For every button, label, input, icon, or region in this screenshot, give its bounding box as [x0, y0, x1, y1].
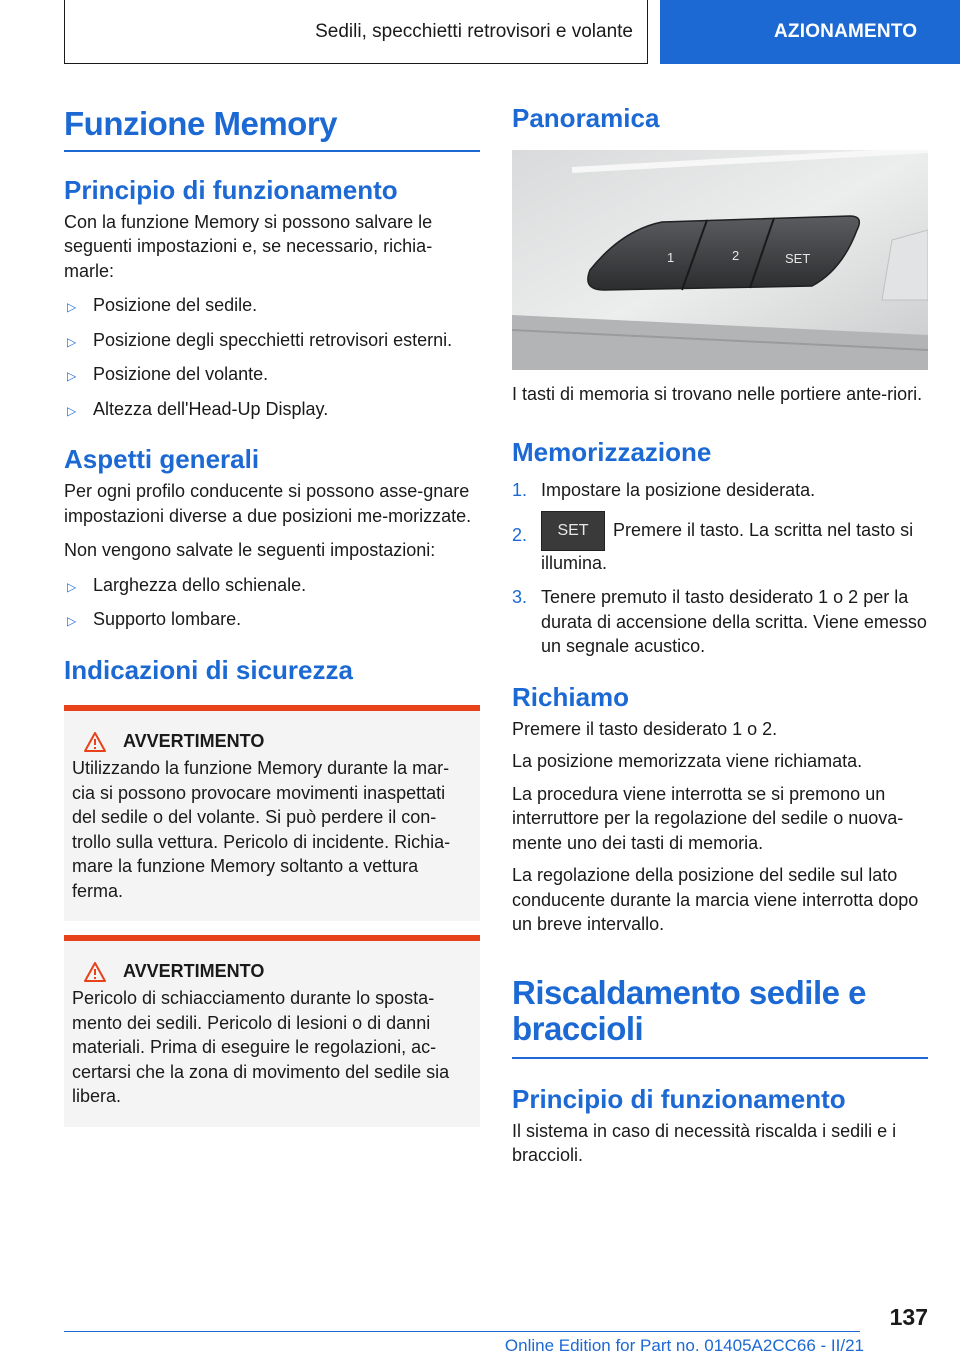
recall-heading: Richiamo: [512, 681, 630, 712]
memory-button-2-label: 2: [732, 247, 740, 263]
recall-text-4: La regolazione della posizione del sedile sul lato conducente durante la marcia viene interrotta dopo un breve intervallo.: [512, 865, 919, 935]
safety-heading: Indicazioni di sicurezza: [64, 654, 353, 685]
step-item: 1. Impostare la posizione desiderata.: [512, 480, 816, 501]
warning-text: Utilizzando la funzione Memory durante la mar-cia si possono provocare movimenti inaspettati del sedile o del volante. Si può perdere il con-trollo sulla vettura. Pericolo di incidente. Richia-mare la funzione Memory soltanto a vettura ferma.: [72, 758, 451, 901]
triangle-right-icon: ▷: [67, 334, 77, 349]
triangle-right-icon: ▷: [67, 369, 77, 384]
general-heading: Aspetti generali: [64, 444, 260, 475]
triangle-right-icon: ▷: [67, 300, 77, 315]
heating-title: Riscaldamento sedile e braccioli: [512, 973, 866, 1047]
footer-rule: [64, 1331, 860, 1332]
triangle-right-icon: ▷: [67, 403, 77, 418]
warning-triangle-icon: [84, 732, 106, 752]
step-item: 3. Tenere premuto il tasto desiderato 1 o 2 per la durata di accensione della scritta. Viene emesso un segnale acustico.: [512, 587, 927, 657]
list-item: ▷ Posizione degli specchietti retrovisori esterni.: [64, 328, 480, 353]
header-chapter-tab: [660, 0, 960, 64]
memory-button-1-label: 1: [667, 249, 675, 265]
set-key-icon: SET: [541, 511, 605, 551]
list-item: ▷ Posizione del volante.: [64, 362, 480, 387]
memory-buttons-photo: [512, 150, 928, 370]
warning-box-1: [64, 705, 480, 921]
warning-text: Pericolo di schiacciamento durante lo sposta-mento dei sedili. Pericolo di lesioni o di danni materiali. Prima di eseguire le regolazioni, ac-certarsi che la zona di movimento del sedile sia libera.: [72, 988, 450, 1107]
triangle-right-icon: ▷: [67, 579, 77, 594]
list-item: ▷ Supporto lombare.: [64, 607, 480, 632]
recall-text-1: Premere il tasto desiderato 1 o 2.: [512, 718, 778, 739]
heating-principle-text: Il sistema in caso di necessità riscalda i sedili e i braccioli.: [512, 1120, 897, 1166]
warning-box-2: [64, 935, 480, 1127]
list-item: ▷ Larghezza dello schienale.: [64, 573, 480, 598]
step-item: 2. SET Premere il tasto. La scritta nel tasto si illumina.: [512, 511, 928, 576]
store-heading: Memorizzazione: [512, 437, 712, 468]
memory-buttons-illustration: [512, 150, 928, 370]
general-text-2: Non vengono salvate le seguenti impostazioni:: [64, 540, 436, 561]
triangle-right-icon: ▷: [67, 614, 77, 629]
page-title: Funzione Memory: [64, 105, 338, 142]
recall-text-3: La procedura viene interrotta se si premono un interruttore per la regolazione del sedile o nuova-mente uno dei tasti di memoria.: [512, 783, 904, 853]
general-list: [64, 573, 480, 632]
principle-list: [64, 293, 480, 421]
recall-text-2: La posizione memorizzata viene richiamata.: [512, 751, 863, 772]
header-chapter-title: AZIONAMENTO: [774, 21, 918, 42]
principle-heading: Principio di funzionamento: [64, 174, 398, 205]
warning-title: AVVERTIMENTO: [84, 961, 472, 982]
right-column: [512, 100, 928, 1168]
general-text-1: Per ogni profilo conducente si possono asse-gnare impostazioni diverse a due posizioni me-morizzate.: [64, 481, 472, 526]
heating-principle-heading: Principio di funzionamento: [512, 1083, 846, 1114]
store-steps: [512, 478, 928, 659]
heating-title-rule: [512, 1057, 928, 1059]
list-item: ▷ Altezza dell'Head-Up Display.: [64, 397, 480, 422]
header-section-title: Sedili, specchietti retrovisori e volante: [315, 20, 633, 42]
warning-title: AVVERTIMENTO: [84, 731, 472, 752]
warning-triangle-icon: [84, 962, 106, 982]
set-button-label: SET: [785, 250, 811, 266]
footer-edition: Online Edition for Part no. 01405A2CC66 - II/21: [504, 1336, 864, 1355]
title-rule: [64, 150, 480, 152]
page-number: 137: [889, 1304, 928, 1330]
header-section-tab: [64, 0, 648, 64]
overview-heading: Panoramica: [512, 103, 660, 133]
overview-caption: I tasti di memoria si trovano nelle portiere ante-riori.: [512, 383, 923, 404]
left-column: [64, 100, 480, 1127]
list-item: ▷ Posizione del sedile.: [64, 293, 480, 318]
principle-text: Con la funzione Memory si possono salvare le seguenti impostazioni e, se necessario, richia-marle:: [64, 211, 433, 281]
